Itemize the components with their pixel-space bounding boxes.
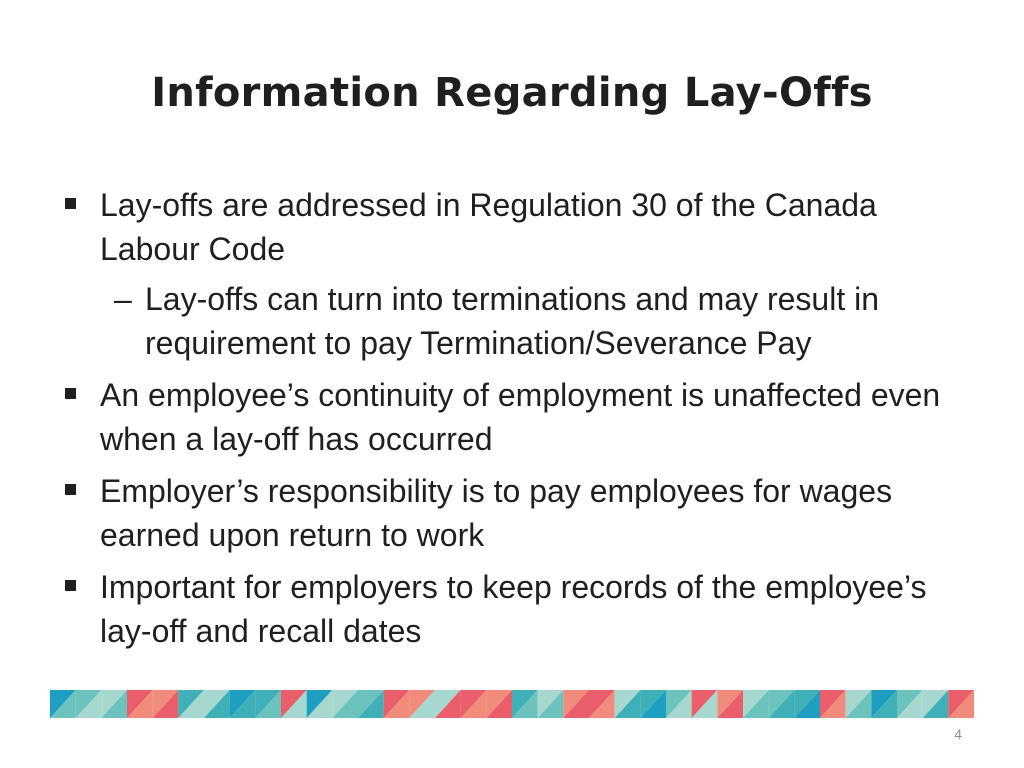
square-bullet-icon (65, 484, 76, 495)
square-bullet-icon (65, 198, 76, 209)
sub-bullet-list (100, 277, 980, 365)
dash-bullet-icon: – (114, 281, 132, 317)
slide-title: Information Regarding Lay-Offs (151, 70, 873, 116)
bullet-text: Important for employers to keep records of the employee’s lay-off and recall dates (100, 569, 927, 649)
bullet-text: Lay-offs are addressed in Regulation 30 of the Canada Labour Code (100, 187, 877, 267)
list-item (60, 183, 980, 365)
sub-list-item (100, 277, 980, 365)
bullet-text: Employer’s responsibility is to pay employees for wages earned upon return to work (100, 473, 893, 553)
list-item (60, 373, 980, 461)
list-item (60, 565, 980, 653)
bullet-text: An employee’s continuity of employment is unaffected even when a lay-off has occurred (100, 377, 941, 457)
square-bullet-icon (65, 580, 76, 591)
square-bullet-icon (65, 388, 76, 399)
bullet-list (60, 183, 980, 661)
decorative-triangle-banner (50, 690, 974, 718)
sub-bullet-text: Lay-offs can turn into terminations and may result in requirement to pay Termination/Severance Pay (145, 281, 879, 361)
page-number: 4 (954, 726, 962, 742)
list-item (60, 469, 980, 557)
